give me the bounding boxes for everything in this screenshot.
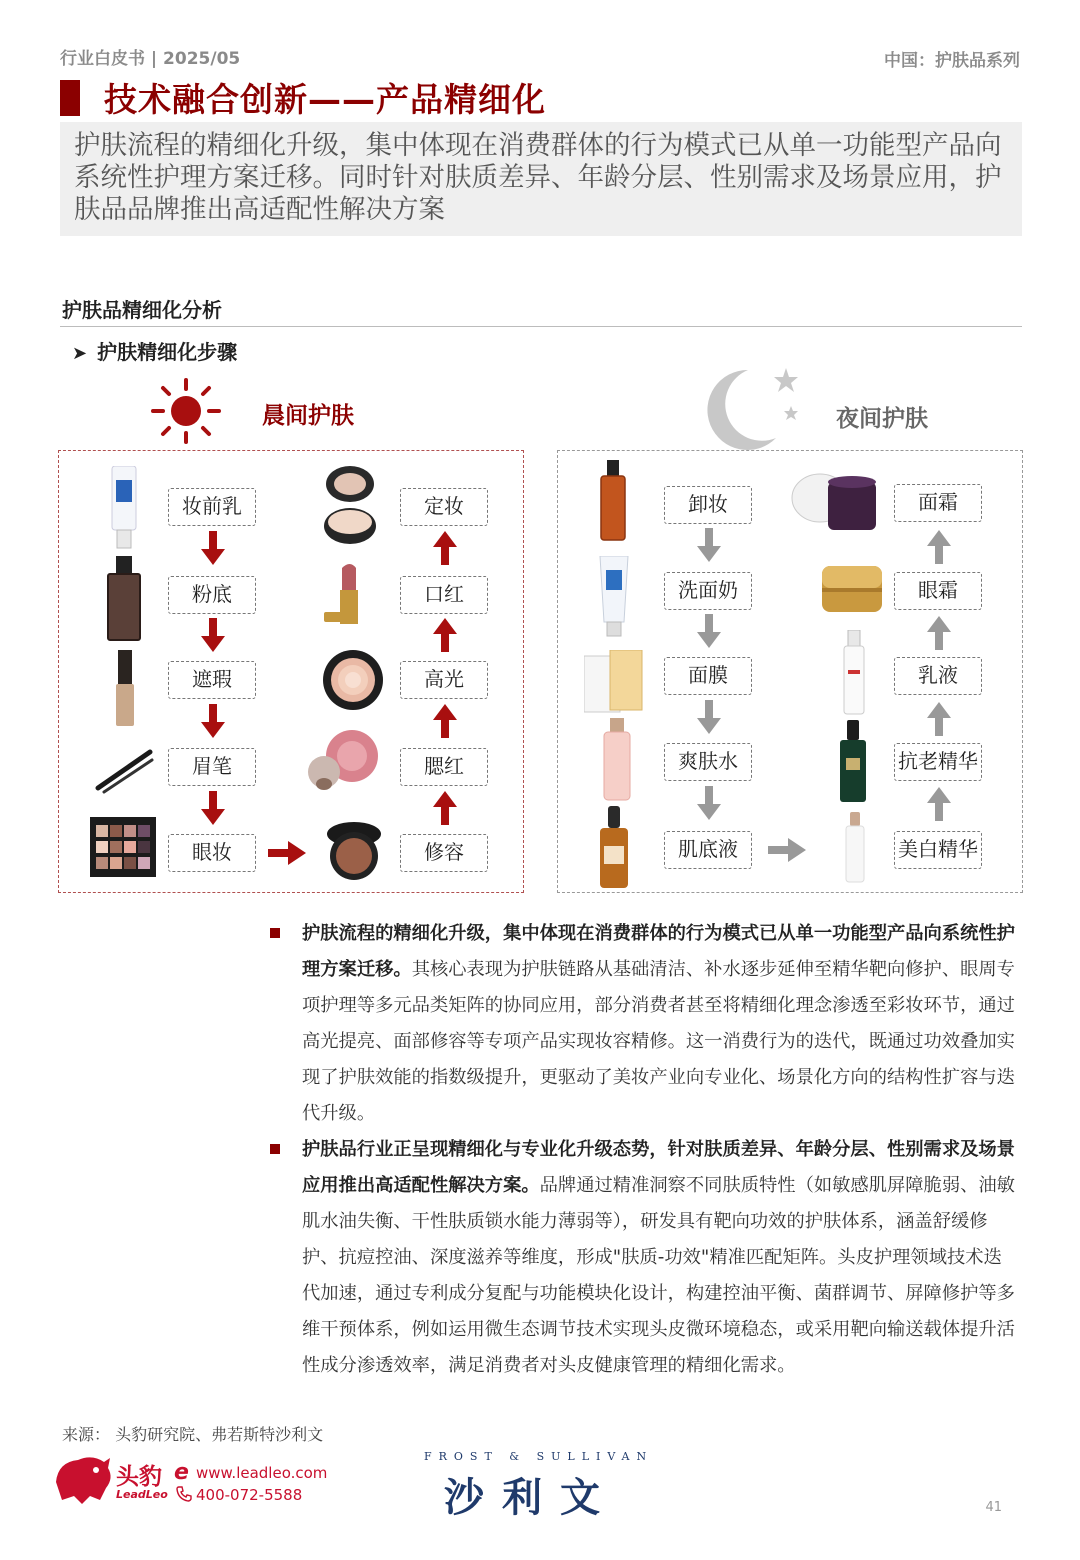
step-face-mask: 面膜 (664, 657, 752, 695)
arrow-up-icon (927, 787, 951, 821)
bullet-square-icon (270, 928, 280, 938)
step-setting-powder: 定妆 (400, 488, 488, 526)
loose-powder-icon (322, 464, 378, 548)
primer-tube-icon (104, 466, 144, 550)
step-foundation: 粉底 (168, 576, 256, 614)
sub-title-text: 护肤精细化步骤 (97, 340, 238, 364)
morning-label: 晨间护肤 (262, 403, 354, 429)
leadleo-brand-cn: 头豹 (116, 1464, 162, 1490)
bullet-bold-text: 护肤品行业正呈现精细化与专业化升级态势，针对肤质差异、年龄分层、性别需求及场景应用推出高适配性解决方案。 (302, 1139, 1015, 1196)
essence-dropper-icon (598, 806, 630, 890)
source-note: 来源： 头豹研究院、弗若斯特沙利文 (62, 1425, 324, 1444)
arrow-up-icon (433, 791, 457, 825)
phone-number: 400-072-5588 (196, 1486, 303, 1504)
face-mask-pack-icon (584, 650, 646, 716)
arrow-up-icon (433, 618, 457, 652)
step-whitening-serum: 美白精华 (894, 831, 982, 869)
arrow-down-icon (201, 791, 225, 825)
bullet-body-text: 品牌通过精准洞察不同肤质特性（如敏感肌屏障脆弱、油敏肌水油失衡、干性肤质锁水能力薄弱等），研发具有靶向功效的护肤体系，涵盖舒缓修护、抗痘控油、深度滋养等维度，形成"肤质-功效"精准匹配矩阵。头皮护理领域技术迭代加速，通过专利成分复配与功能模块化设计，构建控油平衡、菌群调节、屏障修护等多维干预体系，例如运用微生态调节技术实现头皮微环境稳态，或采用靶向输送载体提升活性成分渗透效率，满足消费者对头皮健康管理的精细化需求。 (302, 1175, 1015, 1376)
step-cleanser: 洗面奶 (664, 572, 752, 610)
cleansing-oil-bottle-icon (598, 460, 628, 542)
bullet-bold-text: 护肤流程的精细化升级，集中体现在消费群体的行为模式已从单一功能型产品向系统性护理方案迁移。 (302, 923, 1015, 980)
title-accent-bar (60, 80, 80, 116)
step-contour: 修容 (400, 834, 488, 872)
section-divider (60, 326, 1022, 327)
lotion-bottle-icon (842, 630, 866, 716)
step-essence: 肌底液 (664, 831, 752, 869)
step-lipstick: 口红 (400, 576, 488, 614)
moon-icon (700, 364, 810, 450)
section-title: 护肤品精细化分析 (62, 298, 222, 322)
sub-title (72, 336, 237, 365)
page-title: 技术融合创新——产品精细化 (104, 80, 546, 119)
summary-box: 护肤流程的精细化升级，集中体现在消费群体的行为模式已从单一功能型产品向系统性护理方案迁移。同时针对肤质差异、年龄分层、性别需求及场景应用，护肤品品牌推出高适配性解决方案 (60, 122, 1022, 236)
arrow-up-icon (927, 616, 951, 650)
highlighter-compact-icon (322, 648, 384, 712)
series-tag: 中国：护肤品系列 (884, 51, 1020, 71)
arrow-up-icon (927, 702, 951, 736)
face-cream-jar-icon (790, 468, 880, 534)
arrow-down-icon (201, 704, 225, 738)
whitening-serum-bottle-icon (844, 812, 866, 884)
arrow-down-icon (697, 700, 721, 734)
foundation-bottle-icon (106, 556, 142, 642)
leadleo-logo-icon (52, 1452, 114, 1506)
arrow-down-icon (201, 618, 225, 652)
step-toner: 爽肤水 (664, 743, 752, 781)
bullet-item (270, 1132, 1015, 1384)
phone-icon (176, 1486, 192, 1502)
step-concealer: 遮瑕 (168, 661, 256, 699)
eye-cream-jar-icon (820, 558, 884, 620)
step-eye-cream: 眼霜 (894, 572, 982, 610)
step-highlighter: 高光 (400, 661, 488, 699)
bullet-list (270, 916, 1015, 1384)
sun-icon (150, 378, 222, 444)
step-eyebrow-pencil: 眉笔 (168, 748, 256, 786)
step-makeup-remover: 卸妆 (664, 486, 752, 524)
arrow-up-icon (927, 530, 951, 564)
bullet-body-text: 其核心表现为护肤链路从基础清洁、补水逐步延伸至精华靶向修护、眼周专项护理等多元品类矩阵的协同应用，部分消费者甚至将精细化理念渗透至彩妆环节，通过高光提亮、面部修容等专项产品实现妆容精修。这一消费行为的迭代，既通过功效叠加实现了护肤效能的指数级提升，更驱动了美妆产业向专业化、场景化方向的结构性扩容与迭代升级。 (302, 959, 1015, 1124)
arrow-bullet-icon: ➤ (72, 343, 88, 364)
night-label: 夜间护肤 (836, 406, 928, 432)
arrow-down-icon (201, 531, 225, 565)
blush-compact-icon (304, 728, 380, 792)
lipstick-icon (320, 560, 376, 628)
leadleo-brand-en: LeadLeo (116, 1488, 168, 1501)
bullet-item (270, 916, 1015, 1132)
arrow-right-icon (268, 841, 306, 865)
leadleo-e-mark: e (174, 1460, 189, 1485)
step-primer: 妆前乳 (168, 488, 256, 526)
toner-bottle-icon (602, 718, 632, 802)
arrow-down-icon (697, 528, 721, 562)
arrow-right-icon (768, 838, 806, 862)
step-blush: 腮红 (400, 748, 488, 786)
concealer-wand-icon (112, 650, 138, 728)
step-antiaging-serum: 抗老精华 (894, 743, 982, 781)
frost-sullivan-logo-en: FROST & SULLIVAN (424, 1450, 654, 1463)
step-lotion: 乳液 (894, 657, 982, 695)
eyeshadow-palette-icon (90, 817, 156, 877)
page-number: 41 (985, 1500, 1002, 1515)
cleanser-tube-icon (598, 556, 630, 638)
bullet-square-icon (270, 1144, 280, 1154)
arrow-down-icon (697, 786, 721, 820)
antiaging-serum-bottle-icon (838, 720, 868, 804)
arrow-up-icon (433, 704, 457, 738)
step-eye-makeup: 眼妆 (168, 834, 256, 872)
website-link[interactable]: www.leadleo.com (196, 1464, 328, 1482)
arrow-down-icon (697, 614, 721, 648)
report-tag: 行业白皮书 | 2025/05 (60, 49, 241, 69)
step-face-cream: 面霜 (894, 484, 982, 522)
contour-compact-icon (324, 818, 384, 880)
arrow-up-icon (433, 531, 457, 565)
eyebrow-pencil-icon (94, 744, 154, 794)
frost-sullivan-logo-cn: 沙利文 (444, 1475, 618, 1521)
